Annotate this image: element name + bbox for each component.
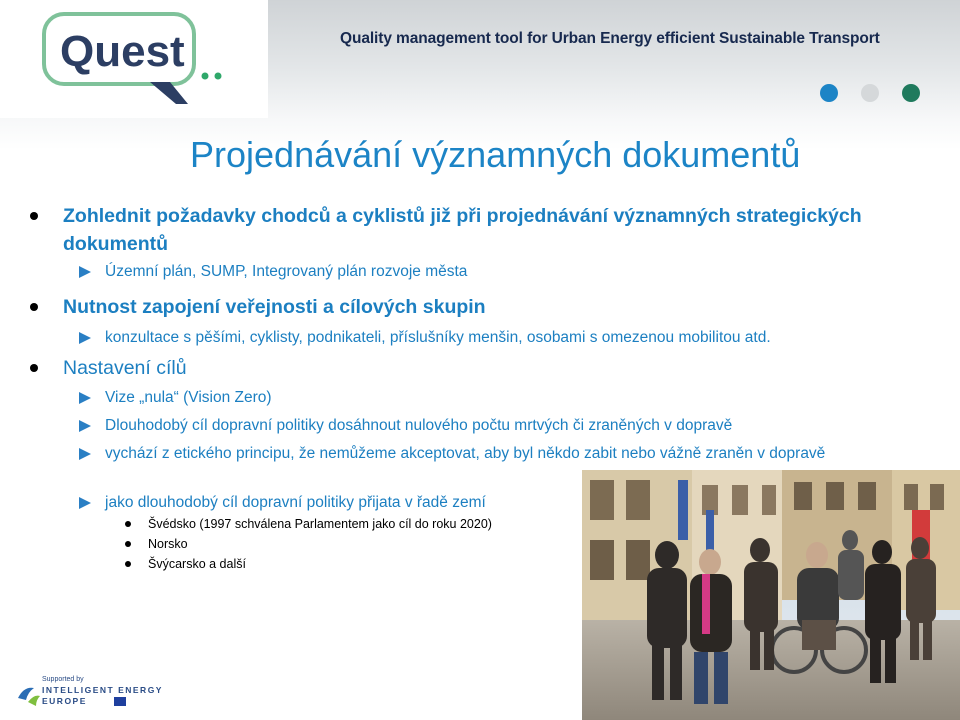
bullet-text: Nutnost zapojení veřejnosti a cílových skupin xyxy=(63,296,486,318)
sub-sub-bullet-dot xyxy=(125,521,131,527)
sub-bullet-text: Vize „nula“ (Vision Zero) xyxy=(105,389,272,406)
sub-bullet-text: konzultace s pěšími, cyklisty, podnikateli, příslušníky menšin, osobami s omezenou mobilitou atd. xyxy=(105,329,771,346)
sub-bullet-text: vychází z etického principu, že nemůžeme akceptovat, aby byl někdo zabit nebo vážně zraněn v dopravě xyxy=(105,445,826,462)
sub-bullet-text: jako dlouhodobý cíl dopravní politiky přijata v řadě zemí xyxy=(105,494,486,511)
program-name-line1: INTELLIGENT ENERGY xyxy=(42,685,163,695)
program-name-line2: EUROPE xyxy=(42,696,87,706)
arrow-bullet-icon xyxy=(79,420,91,432)
sub-sub-bullet-text: Švédsko (1997 schválena Parlamentem jako cíl do roku 2020) xyxy=(148,517,492,531)
sub-bullet-text: Územní plán, SUMP, Integrovaný plán rozvoje města xyxy=(105,263,468,280)
logo-text: Quest xyxy=(60,27,185,76)
intelligent-energy-europe-logo xyxy=(14,672,214,712)
bullet-text: Zohlednit požadavky chodců a cyklistů již při projednávání významných strategických dokumentů xyxy=(63,205,862,255)
bullet-dot xyxy=(30,364,38,372)
bullet-dot xyxy=(30,212,38,220)
pedestrian-walk-photo xyxy=(582,470,960,720)
sub-sub-bullet-text: Norsko xyxy=(148,537,188,551)
arrow-bullet-icon xyxy=(79,497,91,509)
bullet-text: Nastavení cílů xyxy=(63,357,187,379)
arrow-bullet-icon xyxy=(79,448,91,460)
sub-sub-bullet-text: Švýcarsko a další xyxy=(148,557,246,571)
supported-by-text: Supported by xyxy=(42,676,84,683)
bullet-dot xyxy=(30,303,38,311)
arrow-bullet-icon xyxy=(79,266,91,278)
sub-bullet-text: Dlouhodobý cíl dopravní politiky dosáhnout nulového počtu mrtvých či zraněných v dopravě xyxy=(105,417,733,434)
slide-title: Projednávání významných dokumentů xyxy=(190,134,801,175)
arrow-bullet-icon xyxy=(79,392,91,404)
sub-sub-bullet-dot xyxy=(125,541,131,547)
arrow-bullet-icon xyxy=(79,332,91,344)
eu-flag-icon xyxy=(114,697,126,706)
sub-sub-bullet-dot xyxy=(125,561,131,567)
tagline: Quality management tool for Urban Energy efficient Sustainable Transport xyxy=(340,30,880,47)
